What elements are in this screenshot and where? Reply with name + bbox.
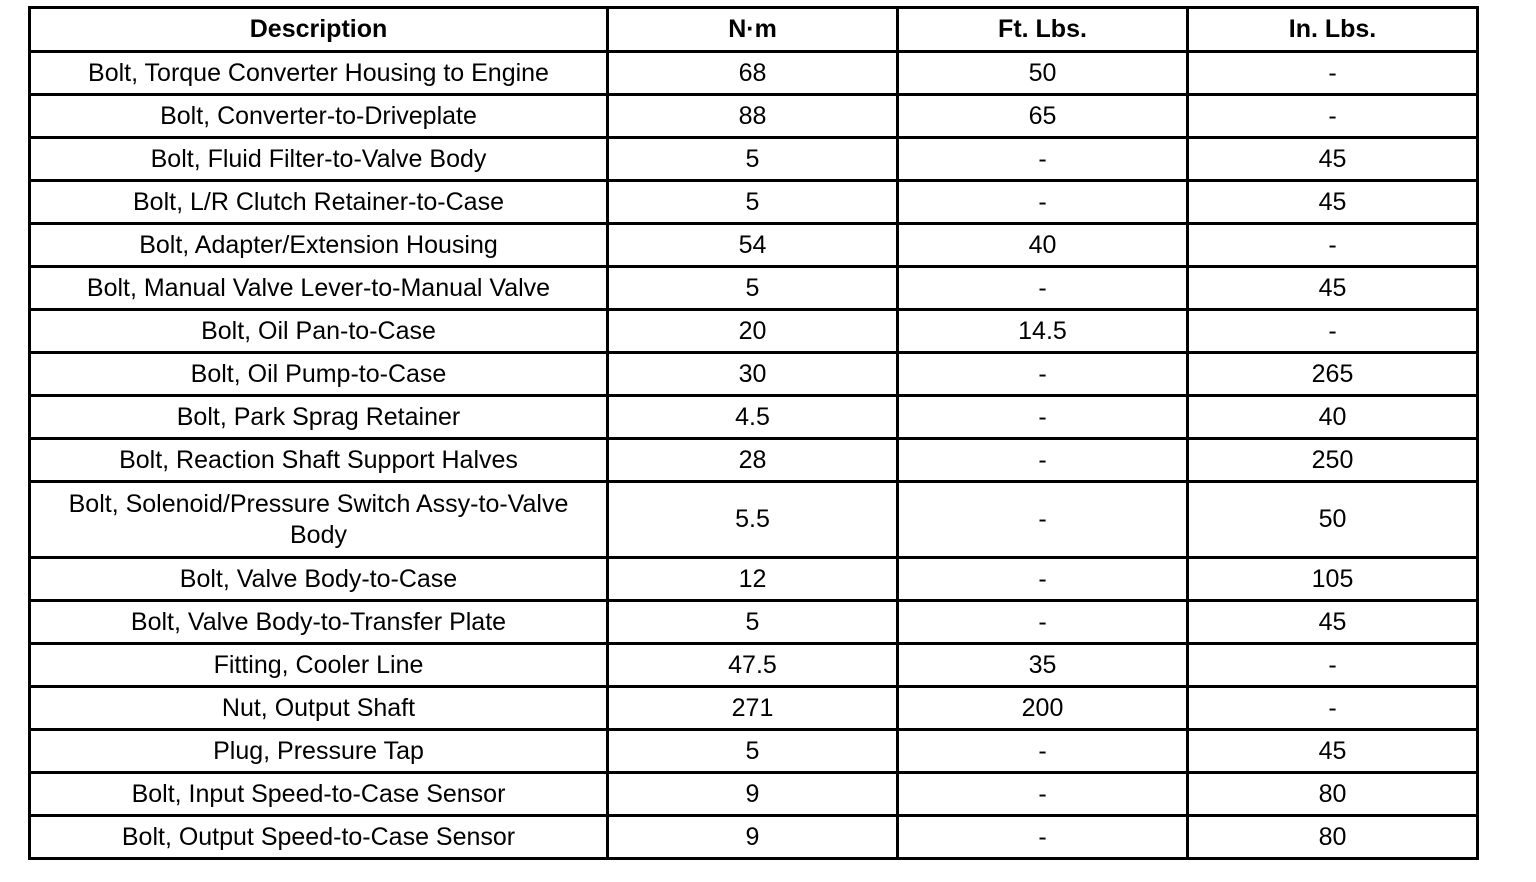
cell-description: Bolt, L/R Clutch Retainer-to-Case (30, 181, 608, 224)
cell-nm: 54 (608, 224, 898, 267)
cell-in-lbs: 45 (1188, 138, 1478, 181)
cell-description: Bolt, Valve Body-to-Case (30, 558, 608, 601)
cell-description: Fitting, Cooler Line (30, 644, 608, 687)
cell-ft-lbs: - (898, 730, 1188, 773)
cell-in-lbs: - (1188, 52, 1478, 95)
table-row (30, 267, 1478, 310)
cell-ft-lbs: 40 (898, 224, 1188, 267)
cell-in-lbs: 80 (1188, 773, 1478, 816)
table-row (30, 482, 1478, 558)
cell-ft-lbs: - (898, 353, 1188, 396)
cell-nm: 5 (608, 138, 898, 181)
cell-ft-lbs: - (898, 482, 1188, 558)
cell-ft-lbs: 14.5 (898, 310, 1188, 353)
cell-in-lbs: 250 (1188, 439, 1478, 482)
table-row (30, 224, 1478, 267)
table-row (30, 644, 1478, 687)
cell-ft-lbs: - (898, 181, 1188, 224)
table-row (30, 353, 1478, 396)
cell-ft-lbs: - (898, 396, 1188, 439)
cell-nm: 68 (608, 52, 898, 95)
table-row (30, 396, 1478, 439)
cell-nm: 12 (608, 558, 898, 601)
cell-in-lbs: 45 (1188, 601, 1478, 644)
cell-in-lbs: - (1188, 95, 1478, 138)
torque-specifications-table (28, 6, 1479, 860)
table-header (30, 8, 1478, 52)
cell-description: Bolt, Input Speed-to-Case Sensor (30, 773, 608, 816)
cell-in-lbs: 45 (1188, 181, 1478, 224)
cell-in-lbs: - (1188, 687, 1478, 730)
cell-in-lbs: 50 (1188, 482, 1478, 558)
cell-nm: 5 (608, 730, 898, 773)
cell-description: Bolt, Output Speed-to-Case Sensor (30, 816, 608, 859)
cell-in-lbs: 265 (1188, 353, 1478, 396)
table-row (30, 439, 1478, 482)
table-row (30, 138, 1478, 181)
cell-nm: 20 (608, 310, 898, 353)
cell-description: Bolt, Oil Pan-to-Case (30, 310, 608, 353)
cell-ft-lbs: - (898, 601, 1188, 644)
cell-ft-lbs: - (898, 267, 1188, 310)
table-body (30, 52, 1478, 859)
cell-in-lbs: - (1188, 310, 1478, 353)
cell-in-lbs: 45 (1188, 730, 1478, 773)
cell-in-lbs: - (1188, 644, 1478, 687)
cell-in-lbs: 40 (1188, 396, 1478, 439)
cell-description: Bolt, Adapter/Extension Housing (30, 224, 608, 267)
cell-description: Bolt, Converter-to-Driveplate (30, 95, 608, 138)
cell-nm: 5 (608, 267, 898, 310)
cell-ft-lbs: - (898, 816, 1188, 859)
cell-ft-lbs: 50 (898, 52, 1188, 95)
table-row (30, 687, 1478, 730)
header-nm: N·m (608, 8, 898, 52)
cell-description: Bolt, Reaction Shaft Support Halves (30, 439, 608, 482)
cell-description: Bolt, Solenoid/Pressure Switch Assy-to-Valve Body (30, 482, 608, 558)
header-description: Description (30, 8, 608, 52)
cell-nm: 88 (608, 95, 898, 138)
cell-nm: 47.5 (608, 644, 898, 687)
cell-description: Bolt, Valve Body-to-Transfer Plate (30, 601, 608, 644)
table-row (30, 95, 1478, 138)
cell-ft-lbs: 35 (898, 644, 1188, 687)
torque-specifications-table-container (28, 6, 1479, 860)
cell-ft-lbs: 65 (898, 95, 1188, 138)
cell-nm: 5.5 (608, 482, 898, 558)
cell-description: Nut, Output Shaft (30, 687, 608, 730)
cell-in-lbs: 45 (1188, 267, 1478, 310)
header-in-lbs: In. Lbs. (1188, 8, 1478, 52)
cell-ft-lbs: - (898, 439, 1188, 482)
cell-in-lbs: - (1188, 224, 1478, 267)
table-row (30, 181, 1478, 224)
cell-description: Bolt, Park Sprag Retainer (30, 396, 608, 439)
cell-ft-lbs: - (898, 558, 1188, 601)
cell-in-lbs: 105 (1188, 558, 1478, 601)
header-ft-lbs: Ft. Lbs. (898, 8, 1188, 52)
cell-description: Bolt, Torque Converter Housing to Engine (30, 52, 608, 95)
cell-nm: 4.5 (608, 396, 898, 439)
cell-description: Bolt, Fluid Filter-to-Valve Body (30, 138, 608, 181)
cell-nm: 5 (608, 181, 898, 224)
cell-nm: 9 (608, 816, 898, 859)
table-row (30, 310, 1478, 353)
cell-nm: 5 (608, 601, 898, 644)
table-row (30, 730, 1478, 773)
table-row (30, 601, 1478, 644)
cell-ft-lbs: - (898, 773, 1188, 816)
table-header-row (30, 8, 1478, 52)
cell-nm: 30 (608, 353, 898, 396)
cell-nm: 271 (608, 687, 898, 730)
cell-ft-lbs: - (898, 138, 1188, 181)
cell-ft-lbs: 200 (898, 687, 1188, 730)
cell-description: Bolt, Manual Valve Lever-to-Manual Valve (30, 267, 608, 310)
table-row (30, 558, 1478, 601)
table-row (30, 52, 1478, 95)
cell-description: Plug, Pressure Tap (30, 730, 608, 773)
cell-nm: 9 (608, 773, 898, 816)
table-row (30, 816, 1478, 859)
cell-in-lbs: 80 (1188, 816, 1478, 859)
cell-nm: 28 (608, 439, 898, 482)
cell-description: Bolt, Oil Pump-to-Case (30, 353, 608, 396)
table-row (30, 773, 1478, 816)
